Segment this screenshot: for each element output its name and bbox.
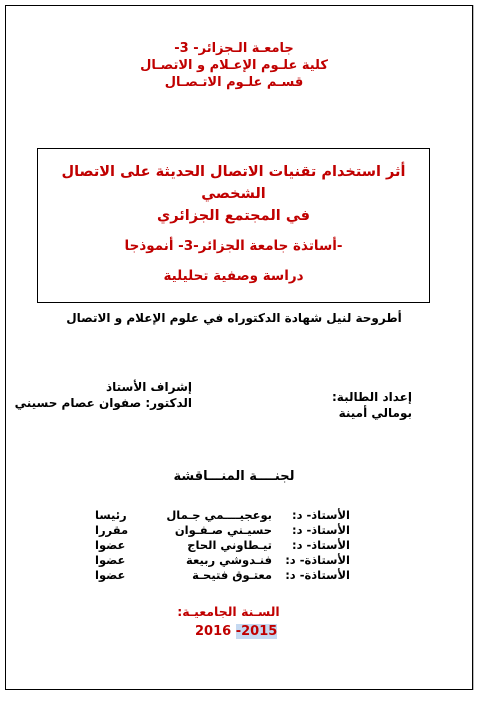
member-title: الأستاذ- د: [291,508,350,522]
page-border [5,5,473,690]
academic-year-label: السـنة الجامعيـة: [177,604,280,619]
academic-year-value [195,624,277,639]
thesis-title-line2: في المجتمع الجزائري [156,208,310,224]
committee-member [95,523,350,538]
committee-member [95,568,350,583]
member-name: بوعجيــــمي جـمال [166,508,272,522]
year-separator: - [235,624,242,639]
student-label: إعداد الطالبة: [332,390,412,404]
member-title: الأستاذ- د: [291,523,350,537]
supervisor-block [15,379,192,411]
page-edge [473,5,474,690]
student-block [332,389,412,421]
supervisor-name: الدكتور: صفوان عصام حسيني [14,396,192,410]
university-name: جامعـة الـجزائر- 3- [174,41,294,56]
member-name: معتـوق فتيحـة [192,568,272,582]
member-name: فنـدوشي ربيعة [186,553,272,567]
committee-member [95,553,350,568]
committee-heading: لجنــــة المنـــاقشة [173,469,295,484]
member-role: رئيسا [95,508,127,522]
thesis-statement: أطروحة لنيل شهادة الدكتوراه في علوم الإعلام و الاتصال [66,311,402,325]
faculty-name: كلية علـوم الإعـلام و الاتصـال [140,58,328,73]
member-name: حسيـني صـفـوان [174,523,272,537]
member-role: مقررا [95,523,129,537]
member-role: عضوا [95,553,126,567]
committee-list [95,508,350,583]
year-start-highlighted [236,624,278,639]
thesis-subtitle: -أساتذة جامعة الجزائر-3- أنموذجا [124,238,343,254]
supervisor-label: إشراف الأستاذ [105,380,192,394]
year-start: 2015 [241,624,278,639]
member-role: عضوا [95,538,126,552]
member-title: الأستاذة- د: [285,568,350,582]
committee-member [95,538,350,553]
member-role: عضوا [95,568,126,582]
student-name: بومالي أمينة [338,406,412,420]
thesis-title-box [37,148,430,303]
year-end: 2016 [195,624,232,639]
member-title: الأستاذة- د: [285,553,350,567]
thesis-title-line1: أثر استخدام تقنيات الاتصال الحديثة على الاتصال الشخصي [61,164,406,202]
committee-member [95,508,350,523]
member-title: الأستاذ- د: [291,538,350,552]
institution-header [0,40,468,91]
department-name: قسـم علـوم الاتـصـال [164,75,304,90]
study-type: دراسة وصفية تحليلية [163,268,304,284]
member-name: تيـطاوني الحاج [187,538,272,552]
